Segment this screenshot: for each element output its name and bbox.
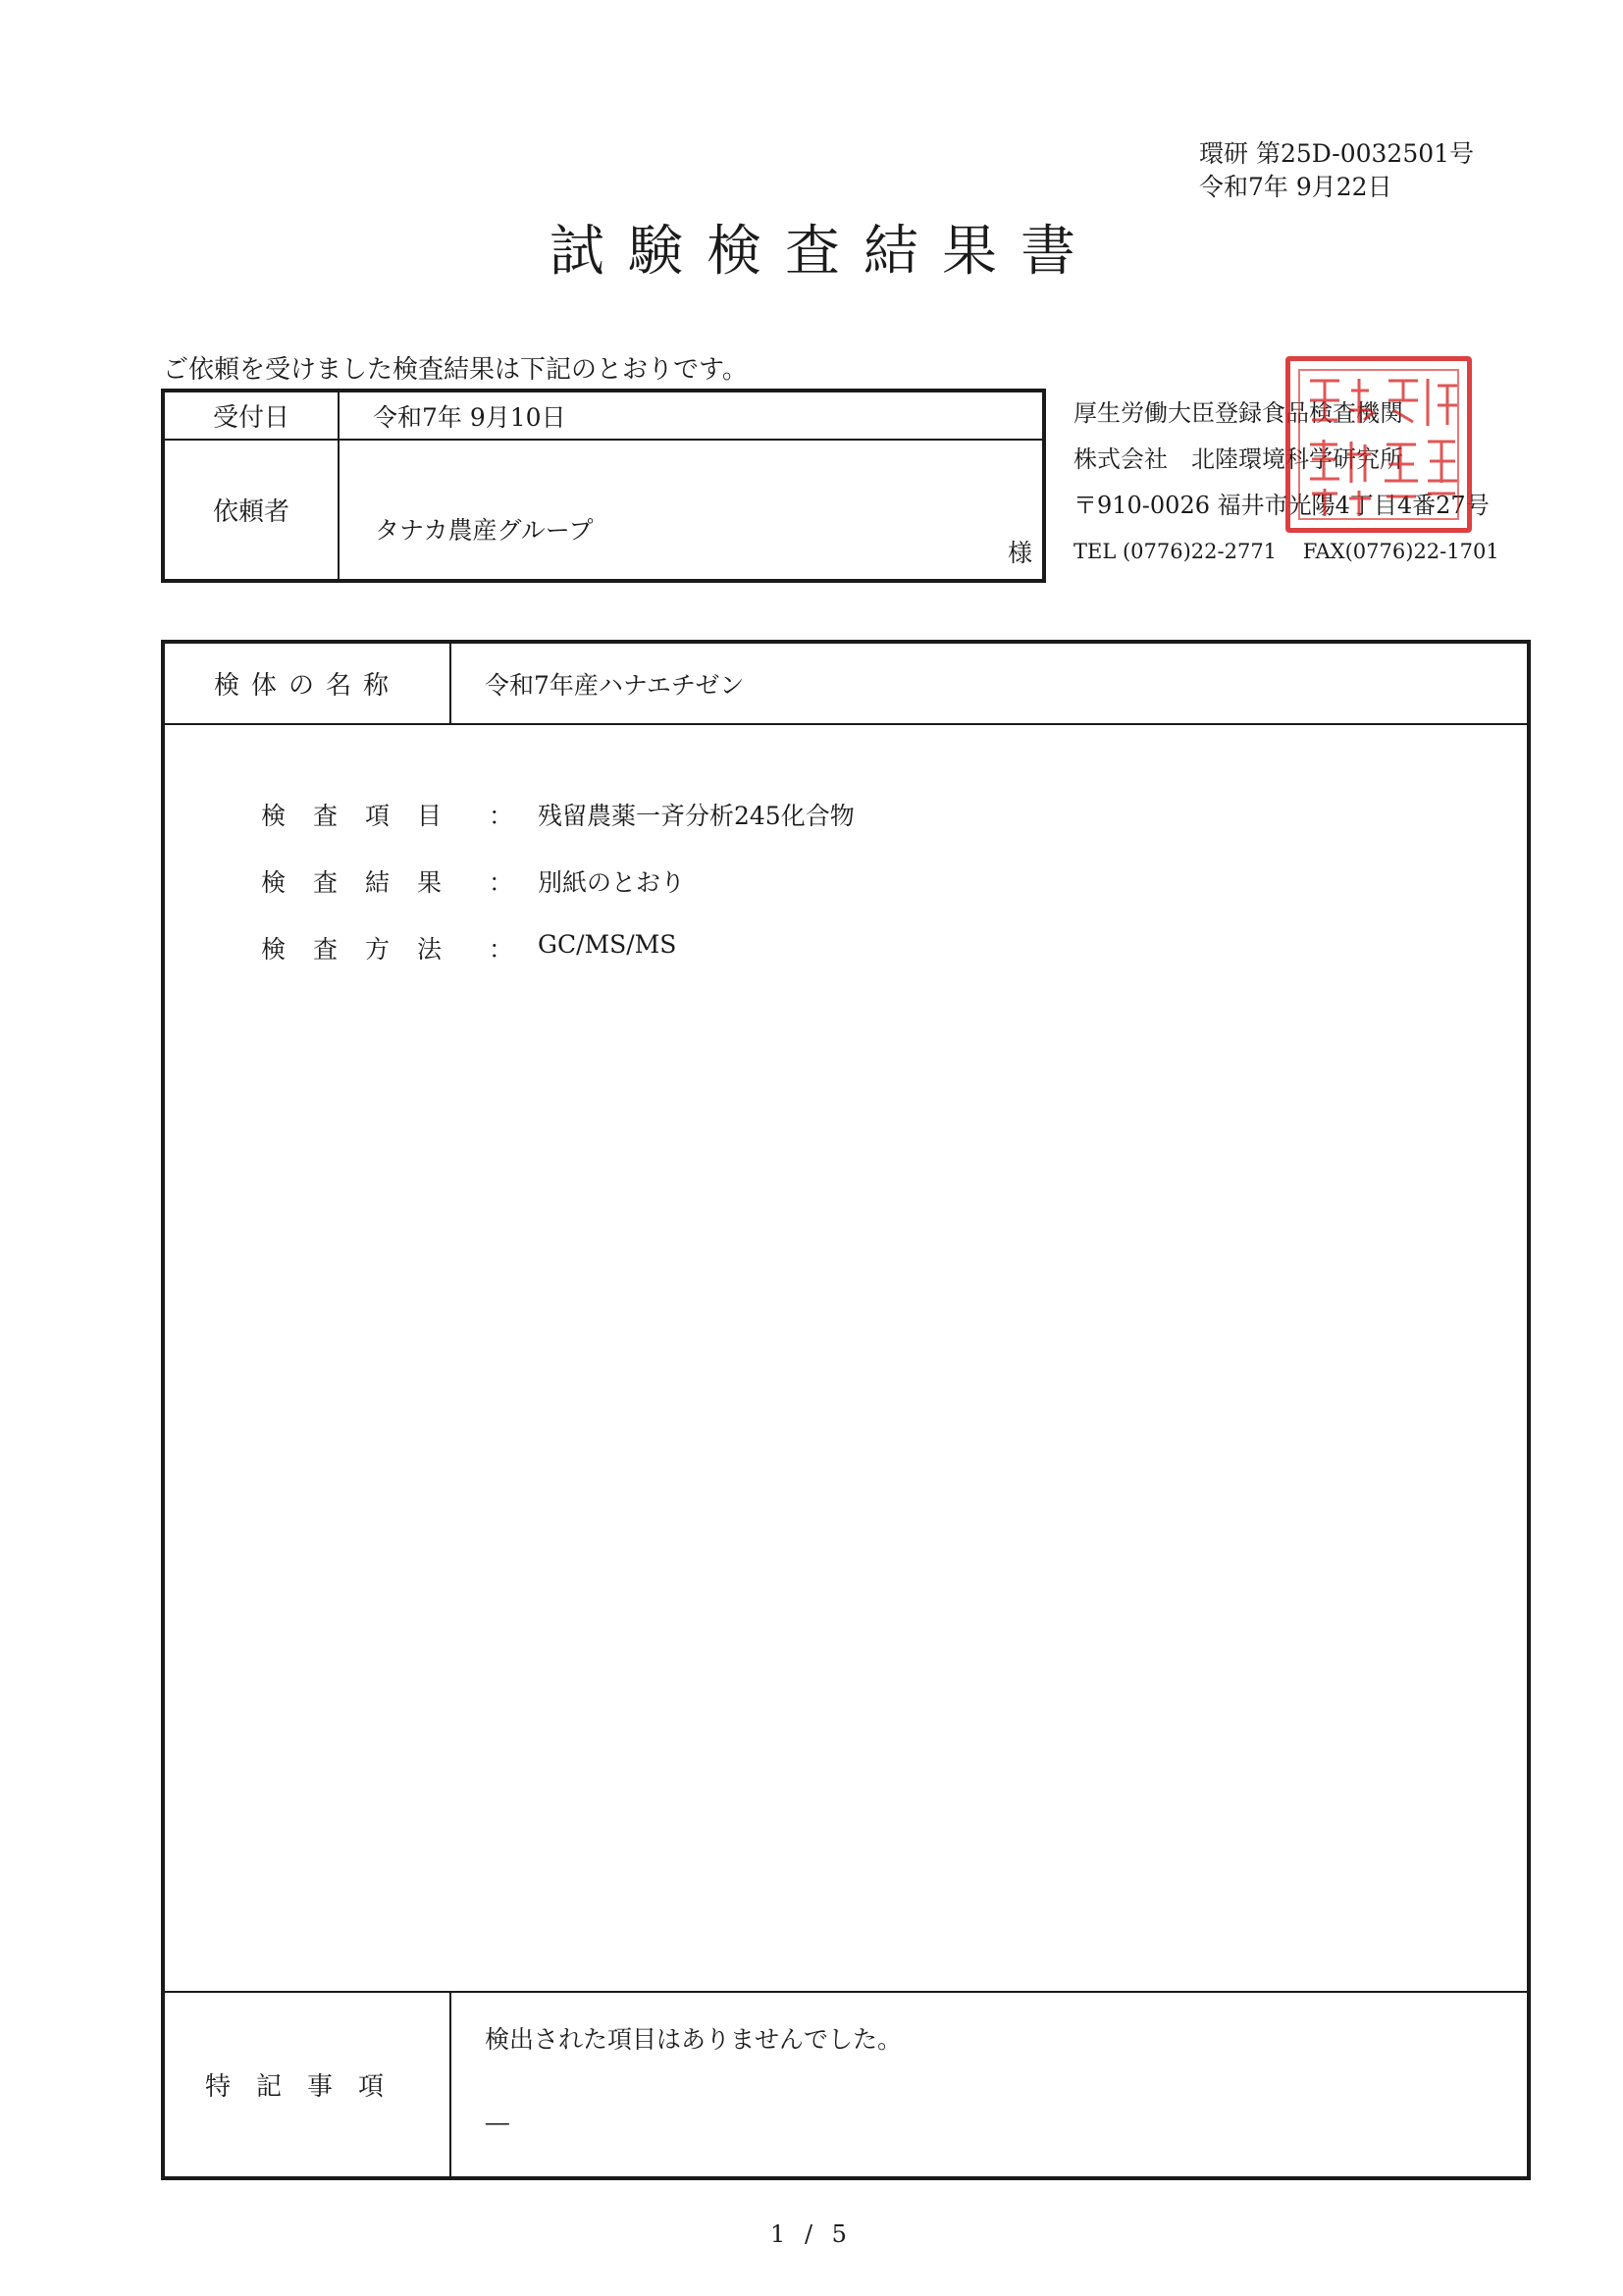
inspection-details-cell bbox=[163, 724, 1529, 1992]
inspection-result-colon: ： bbox=[489, 868, 514, 897]
inspection-result-value: 別紙のとおり bbox=[538, 868, 686, 897]
client-name: タナカ農産グループ bbox=[375, 516, 594, 545]
lab-fax: FAX(0776)22-1701 bbox=[1302, 540, 1499, 563]
inspection-result-label: 検査結果 bbox=[261, 868, 470, 897]
received-date-value: 令和7年 9月10日 bbox=[339, 391, 1044, 440]
sample-name-label: 検体の名称 bbox=[163, 642, 450, 724]
inspection-item-label: 検査項目 bbox=[261, 802, 470, 830]
lab-tel: TEL (0776)22-2771 bbox=[1073, 540, 1278, 563]
remarks-text: 検出された項目はありませんでした。 bbox=[485, 2025, 903, 2054]
inspection-item-value: 残留農薬一斉分析245化合物 bbox=[538, 802, 855, 830]
company-seal bbox=[1285, 356, 1472, 533]
remarks-cell bbox=[450, 1992, 1529, 2178]
intro-text: ご依頼を受けました検査結果は下記のとおりです。 bbox=[163, 355, 748, 385]
remarks-end-mark: ----- bbox=[485, 2111, 508, 2134]
sample-name-value: 令和7年産ハナエチゼン bbox=[450, 642, 1529, 724]
received-date-label: 受付日 bbox=[163, 391, 339, 440]
inspection-method-colon: ： bbox=[489, 935, 514, 964]
page-number: 1 / 5 bbox=[770, 2220, 853, 2248]
seal-pattern-icon bbox=[1290, 361, 1467, 528]
lab-address: 〒910-0026 福井市光陽4丁目4番27号 bbox=[1073, 492, 1490, 519]
lab-phone-line bbox=[1073, 529, 1499, 575]
inspection-method-value: GC/MS/MS bbox=[538, 930, 677, 959]
inspection-item-colon: ： bbox=[489, 802, 514, 830]
client-cell bbox=[339, 440, 1044, 581]
lab-company-name: 株式会社 北陸環境科学研究所 bbox=[1073, 445, 1403, 473]
document-number-block bbox=[1199, 137, 1474, 204]
client-label: 依頼者 bbox=[163, 440, 339, 581]
issue-date: 令和7年 9月22日 bbox=[1199, 173, 1392, 201]
inspection-method-label: 検査方法 bbox=[261, 935, 470, 964]
lab-registration: 厚生労働大臣登録食品検査機関 bbox=[1073, 399, 1403, 427]
client-honorific: 様 bbox=[1007, 539, 1032, 567]
document-number: 環研 第25D-0032501号 bbox=[1199, 139, 1475, 168]
document-title: 試験検査結果書 bbox=[550, 220, 1099, 284]
remarks-label: 特記事項 bbox=[163, 1992, 450, 2178]
reception-table bbox=[161, 389, 1046, 583]
